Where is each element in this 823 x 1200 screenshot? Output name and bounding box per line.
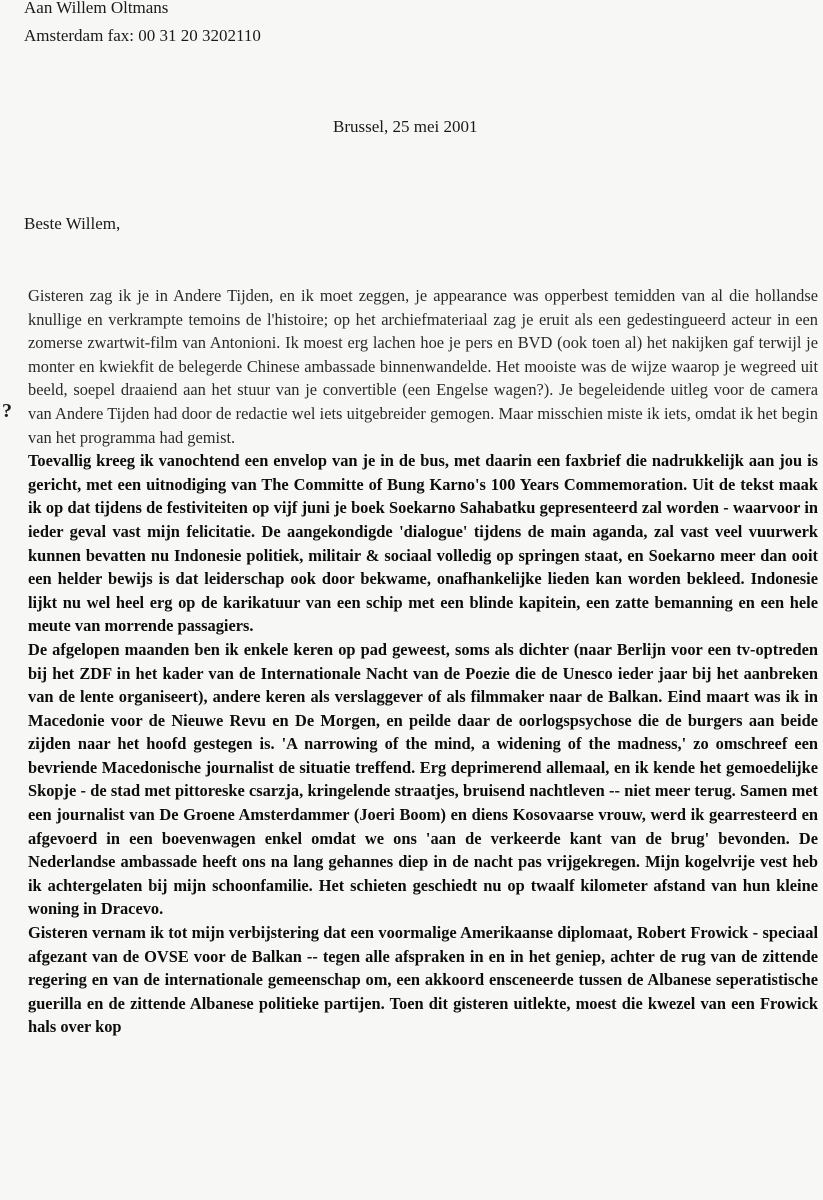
paragraph-3: De afgelopen maanden ben ik enkele keren op pad geweest, soms als dichter (naar Berlijn voor een tv-optreden bij het ZDF in het kader van de Internationale Nacht van de Poezie die de Unesco ieder jaar bij het aanbreken van de lente organiseert), andere keren als verslaggever of als filmmaker naar de Balkan. Eind maart was ik in Macedonie voor de Nieuwe Revu en De Morgen, en peilde daar de oorlogspsychose die de burgers aan beide zijden naar het hoofd gestegen is. 'A narrowing of the mind, a widening of the madness,' zo omschreef een bevriende Macedonische journalist de situatie treffend. Erg deprimerend allemaal, en ik kende het gemoedelijke Skopje - de stad met pittoreske csarzja, kringelende straatjes, bruisend nachtleven -- niet meer terug. Samen met een journalist van De Groene Amsterdammer (Joeri Boom) en diens Kosovaarse vrouw, werd ik gearresteerd en afgevoerd in een boevenwagen enkel omdat we ons 'aan de verkeerde kant van de brug' bevonden. De Nederlandse ambassade heeft ons na lang gehannes diep in de nacht pas vrijgekregen. Mijn kogelvrije vest heb ik achtergelaten bij mijn schoonfamilie. Het schieten geschiedt nu op twaalf kilometer afstand van hun kleine woning in Dracevo.	[28, 639, 818, 919]
recipient-line: Aan Willem Oltmans	[24, 0, 169, 17]
letter-header	[24, 0, 261, 50]
paragraph-4: Gisteren vernam ik tot mijn verbijstering dat een voormalige Amerikaanse diplomaat, Robert Frowick - speciaal afgezant van de OVSE voor de Balkan -- tegen alle afspraken in en in het geniep, achter de rug van de zittende regering en van de internationale gemeenschap om, een akkoord ensceneerde tussen de Albanese seperatistische guerilla en de zittende Albanese politieke partijen. Toen dit gisteren uitlekte, moest die kwezel van een Frowick hals over kop	[28, 923, 818, 1037]
place-and-date: Brussel, 25 mei 2001	[333, 117, 478, 136]
salutation: Beste Willem,	[24, 214, 121, 233]
paragraph-1: Gisteren zag ik je in Andere Tijden, en ik moet zeggen, je appearance was opperbest temidden van al die hollandse knullige en verkrampte temoins de l'histoire; op het archiefmateriaal zag je eruit als een gedestingueerd acteur in een zomerse zwartwit-film van Antonioni. Ik moest erg lachen hoe je pers en BVD (ook toen al) het nakijken gaf terwijl je monter en kwiekfit de belegerde Chinese ambassade binnenwandelde. Het mooiste was de wijze waarop je wegreed uit beeld, soepel draaiend aan het stuur van je convertible (een Engelse wagen?). Je begeleidende uitleg voor de camera van Andere Tijden had door de redactie wel iets uitgebreider gemogen. Maar misschien miste ik iets, omdat ik het begin van het programma had gemist.	[28, 286, 818, 447]
margin-question-mark: ?	[2, 400, 12, 422]
letter-body	[28, 284, 818, 1039]
fax-line: Amsterdam fax: 00 31 20 3202110	[24, 26, 261, 45]
paragraph-2: Toevallig kreeg ik vanochtend een envelop van je in de bus, met daarin een faxbrief die nadrukkelijk aan jou is gericht, met een uitnodiging van The Committe of Bung Karno's 100 Years Commemoration. Uit de tekst maak ik op dat tijdens de festiviteiten op vijf juni je boek Soekarno Sahabatku gepresenteerd zal worden - waarvoor in ieder geval vast mijn felicitatie. De aangekondigde 'dialogue' tijdens de main aganda, zal vast veel vuurwerk kunnen bevatten nu Indonesie politiek, militair & sociaal volledig op springen staat, en Soekarno meer dan ooit een helder bewijs is dat leiderschap ook door bekwame, onafhankelijke lieden kan worden bekleed. Indonesie lijkt nu wel heel erg op de karikatuur van een schip met een blinde kapitein, een zatte bemanning en een hele meute van morrende passagiers.	[28, 451, 818, 636]
